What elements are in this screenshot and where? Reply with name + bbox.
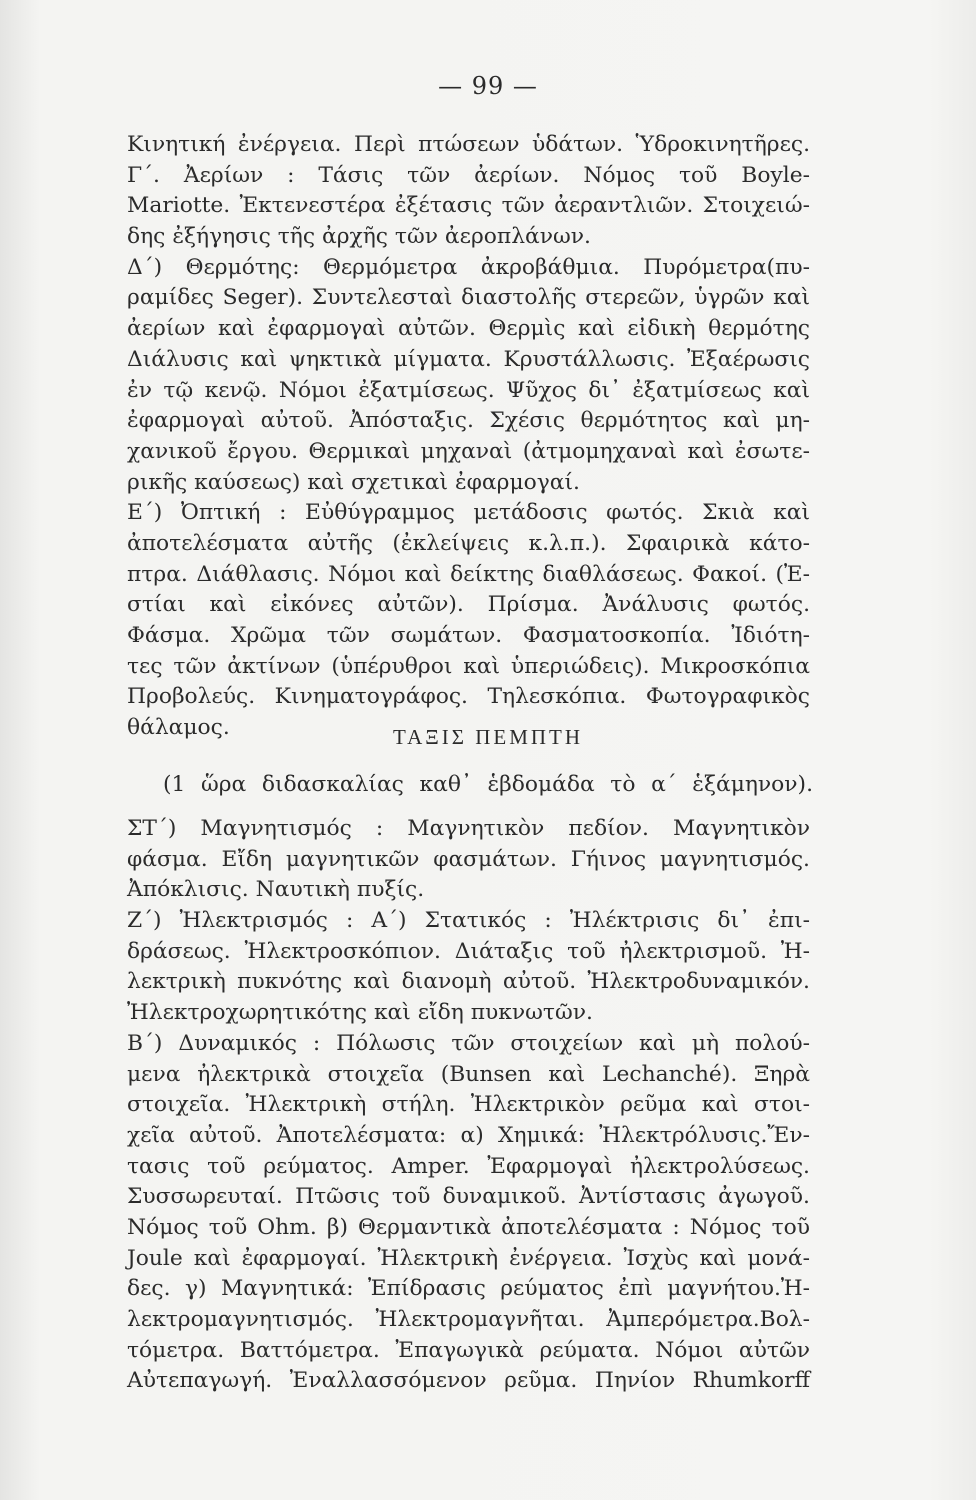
text-line: Mariotte. Ἐκτενεστέρα ἐξέτασις τῶν ἀεραντλιῶν. Στοιχειώ- xyxy=(127,193,810,219)
text-line: Κινητική ἐνέργεια. Περὶ πτώσεων ὑδάτων. Ὑδροκινητῆρες. xyxy=(127,132,810,157)
text-line: Joule καὶ ἐφαρμογαί. Ἠλεκτρικὴ ἐνέργεια. Ἰσχὺς καὶ μονά- xyxy=(127,1245,810,1271)
text-line: Β΄) Δυναμικός : Πόλωσις τῶν στοιχείων καὶ μὴ πολού- xyxy=(127,1030,810,1056)
text-line: δες. γ) Μαγνητικά: Ἐπίδρασις ρεύματος ἐπὶ μαγνήτου.Ἠ- xyxy=(127,1276,810,1302)
text-line: Ἠλεκτροχωρητικότης καὶ εἴδη πυκνωτῶν. xyxy=(127,1000,593,1026)
text-line: Ἀπόκλισις. Ναυτικὴ πυξίς. xyxy=(127,877,425,903)
text-line: ραμίδες Seger). Συντελεσταὶ διαστολῆς στερεῶν, ὑγρῶν καὶ xyxy=(127,285,810,311)
text-line: στοιχεῖα. Ἠλεκτρικὴ στήλη. Ἠλεκτρικὸν ρεῦμα καὶ στοι- xyxy=(127,1092,810,1118)
text-line: Φάσμα. Χρῶμα τῶν σωμάτων. Φασματοσκοπία. Ἰδιότη- xyxy=(127,623,810,648)
text-line: τασις τοῦ ρεύματος. Amper. Ἐφαρμογαὶ ἠλεκτρολύσεως. xyxy=(127,1153,810,1179)
text-line: μενα ἠλεκτρικὰ στοιχεῖα (Bunsen καὶ Lechanché). Ξηρὰ xyxy=(127,1061,810,1087)
text-line: ἐν τῷ κενῷ. Νόμοι ἐξατμίσεως. Ψῦχος δι᾽ ἐξατμίσεως καὶ xyxy=(127,377,810,403)
text-line: Συσσωρευταί. Πτῶσις τοῦ δυναμικοῦ. Ἀντίστασις ἀγωγοῦ. xyxy=(127,1184,810,1210)
text-line: λεκτρομαγνητισμός. Ἠλεκτρομαγνῆται. Ἀμπερόμετρα.Βολ- xyxy=(127,1307,810,1332)
text-line: στίαι καὶ εἰκόνες αὐτῶν). Πρίσμα. Ἀνάλυσις φωτός. xyxy=(127,592,810,618)
text-line: Γ΄. Ἀερίων : Τάσις τῶν ἀερίων. Νόμος τοῦ Boyle- xyxy=(127,162,810,188)
text-line: Αὐτεπαγωγή. Ἐναλλασσόμενον ρεῦμα. Πηνίον Rhumkorff xyxy=(127,1368,810,1394)
text-line: χανικοῦ ἔργου. Θερμικαὶ μηχαναὶ (ἀτμομηχαναὶ καὶ ἐσωτε- xyxy=(127,438,810,464)
text-line: ἀερίων καὶ ἐφαρμογαὶ αὐτῶν. Θερμὶς καὶ εἰδικὴ θερμότης xyxy=(127,316,810,342)
text-line: τες τῶν ἀκτίνων (ὑπέρυθροι καὶ ὑπεριώδεις). Μικροσκόπια xyxy=(127,653,810,679)
text-line: Δ΄) Θερμότης: Θερμόμετρα ἀκροβάθμια. Πυρόμετρα(πυ- xyxy=(127,254,810,280)
text-line: ρικῆς καύσεως) καὶ σχετικαὶ ἐφαρμογαί. xyxy=(127,469,580,495)
text-line: δράσεως. Ἠλεκτροσκόπιον. Διάταξις τοῦ ἠλεκτρισμοῦ. Ἠ- xyxy=(127,938,810,964)
section-physics-fifth-class xyxy=(127,814,810,1397)
text-line: θάλαμος. xyxy=(127,715,230,741)
text-line: Νόμος τοῦ Ohm. β) Θερμαντικὰ ἀποτελέσματα : Νόμος τοῦ xyxy=(127,1214,810,1240)
text-line: Ζ΄) Ἠλεκτρισμός : Α΄) Στατικός : Ἠλέκτρισις δι᾽ ἐπι- xyxy=(127,908,810,934)
section-physics-fourth-class xyxy=(127,130,810,744)
text-line: χεῖα αὐτοῦ. Ἀποτελέσματα: α) Χημικά: Ἠλεκτρόλυσις.Ἔν- xyxy=(127,1122,810,1148)
text-line: ΣΤ΄) Μαγνητισμός : Μαγνητικὸν πεδίον. Μαγνητικὸν xyxy=(127,816,810,841)
text-line: Ε΄) Ὀπτική : Εὐθύγραμμος μετάδοσις φωτός. Σκιὰ καὶ xyxy=(127,500,810,526)
text-line: τόμετρα. Βαττόμετρα. Ἐπαγωγικὰ ρεύματα. Νόμοι αὐτῶν xyxy=(127,1337,810,1363)
text-line: ἀποτελέσματα αὐτῆς (ἐκλείψεις κ.λ.π.). Σφαιρικὰ κάτο- xyxy=(127,530,810,556)
text-line: δης ἐξήγησις τῆς ἀρχῆς τῶν ἀεροπλάνων. xyxy=(127,224,591,250)
text-line: Προβολεύς. Κινηματογράφος. Τηλεσκόπια. Φωτογραφικὸς xyxy=(127,684,810,710)
section-title: ΤΑΞΙΣ ΠΕΜΠΤΗ xyxy=(392,725,584,749)
text-line: ἐφαρμογαὶ αὐτοῦ. Ἀπόσταξις. Σχέσις θερμότητος καὶ μη- xyxy=(127,408,810,434)
text-line: πτρα. Διάθλασις. Νόμοι καὶ δείκτης διαθλάσεως. Φακοί. (Ἐ- xyxy=(127,561,810,587)
page-number: — 99 — xyxy=(438,72,538,100)
text-line: φάσμα. Εἴδη μαγνητικῶν φασμάτων. Γήινος μαγνητισμός. xyxy=(127,846,810,872)
text-line: Διάλυσις καὶ ψηκτικὰ μίγματα. Κρυστάλλωσις. Ἐξαέρωσις xyxy=(127,346,810,372)
text-line: λεκτρικὴ πυκνότης καὶ διανομὴ αὐτοῦ. Ἠλεκτροδυναμικόν. xyxy=(127,969,810,995)
section-subtitle: (1 ὥρα διδασκαλίας καθ᾽ ἑβδομάδα τὸ α΄ ἑξάμηνον). xyxy=(163,772,813,797)
